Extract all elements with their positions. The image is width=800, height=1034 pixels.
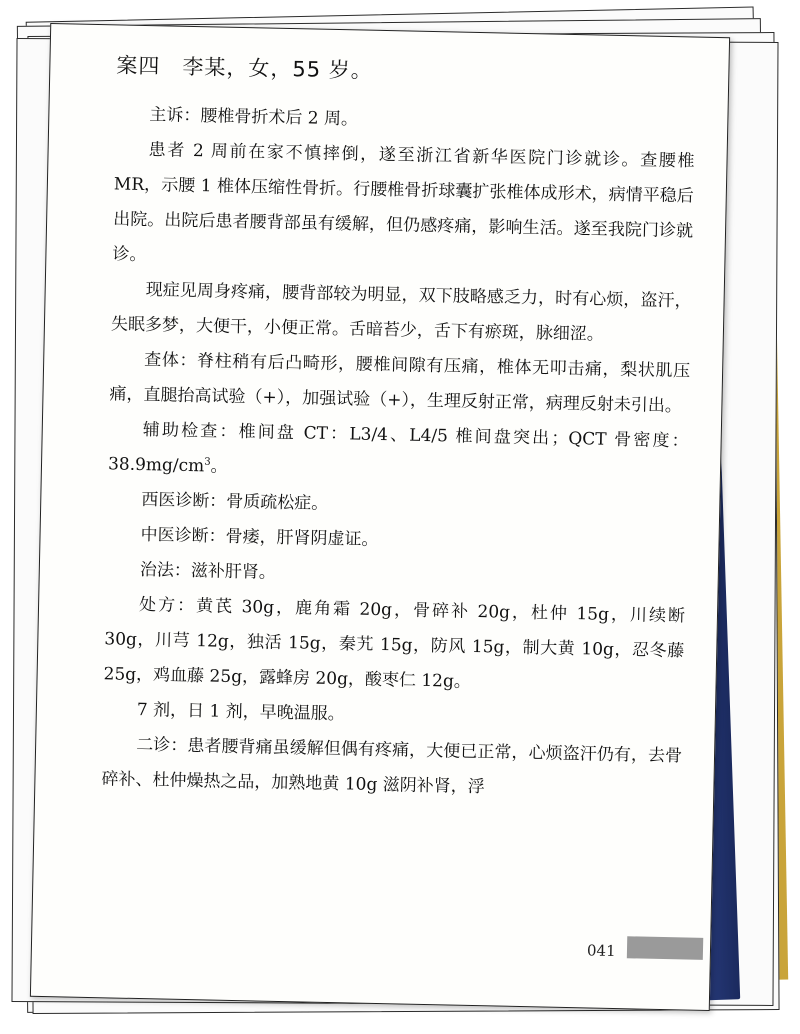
second-visit: 二诊：患者腰背痛虽缓解但偶有疼痛，大便已正常，心烦盗汗仍有，去骨碎补、杜仲燥热之品，加熟地黄 10g 滋阴补肾，浮: [101, 734, 683, 798]
page-number: 041: [586, 941, 616, 961]
treatment-method: 治法：滋补肝肾。: [139, 559, 277, 583]
physical-exam: 查体：脊柱稍有后凸畸形，腰椎间隙有压痛，椎体无叩击痛，梨状肌压痛，直腿抬高试验（+），加强试验（+），生理反射正常，病理反射未引出。: [109, 350, 691, 417]
chief-complaint: 主诉：腰椎骨折术后 2 周。: [149, 105, 359, 130]
page-content: [101, 49, 697, 809]
dosage: 7 剂，日 1 剂，早晚温服。: [136, 699, 345, 725]
history: 患者 2 周前在家不慎摔倒，遂至浙江省新华医院门诊就诊。查腰椎 MR，示腰 1 椎体压缩性骨折。行腰椎骨折球囊扩张椎体成形术，病情平稳后出院。出院后患者腰背部虽有缓解，但仍感疼痛，影响生活。遂至我院门诊就诊。: [112, 140, 695, 266]
superscript-3: 3: [204, 456, 211, 468]
auxiliary-exam-text: 辅助检查：椎间盘 CT：L3/4、L4/5 椎间盘突出；QCT 骨密度：38.9mg/cm: [107, 420, 689, 477]
western-diagnosis: 西医诊断：骨质疏松症。: [141, 489, 329, 514]
tcm-diagnosis: 中医诊断：骨痿，肝肾阴虚证。: [140, 524, 379, 550]
auxiliary-exam-end: 。: [210, 456, 228, 477]
auxiliary-exam: [108, 412, 689, 494]
document-page: [30, 23, 730, 1011]
page-tab-marker: [627, 936, 703, 960]
case-label: 案四: [116, 53, 161, 79]
current-symptoms: 现症见周身疼痛，腰背部较为明显，双下肢略感乏力，时有心烦，盗汗，失眠多梦，大便干，小便正常。舌暗苔少，舌下有瘀斑，脉细涩。: [110, 280, 692, 345]
patient-info: 李某，女，55 岁。: [182, 54, 374, 83]
prescription: 处方：黄芪 30g，鹿角霜 20g，骨碎补 20g，杜仲 15g，川续断 30g，川芎 12g，独活 15g，秦艽 15g，防风 15g，制大黄 10g，忍冬藤 25g，鸡血藤 25g，露蜂房 20g，酸枣仁 12g。: [103, 594, 686, 692]
case-title: [116, 49, 697, 91]
